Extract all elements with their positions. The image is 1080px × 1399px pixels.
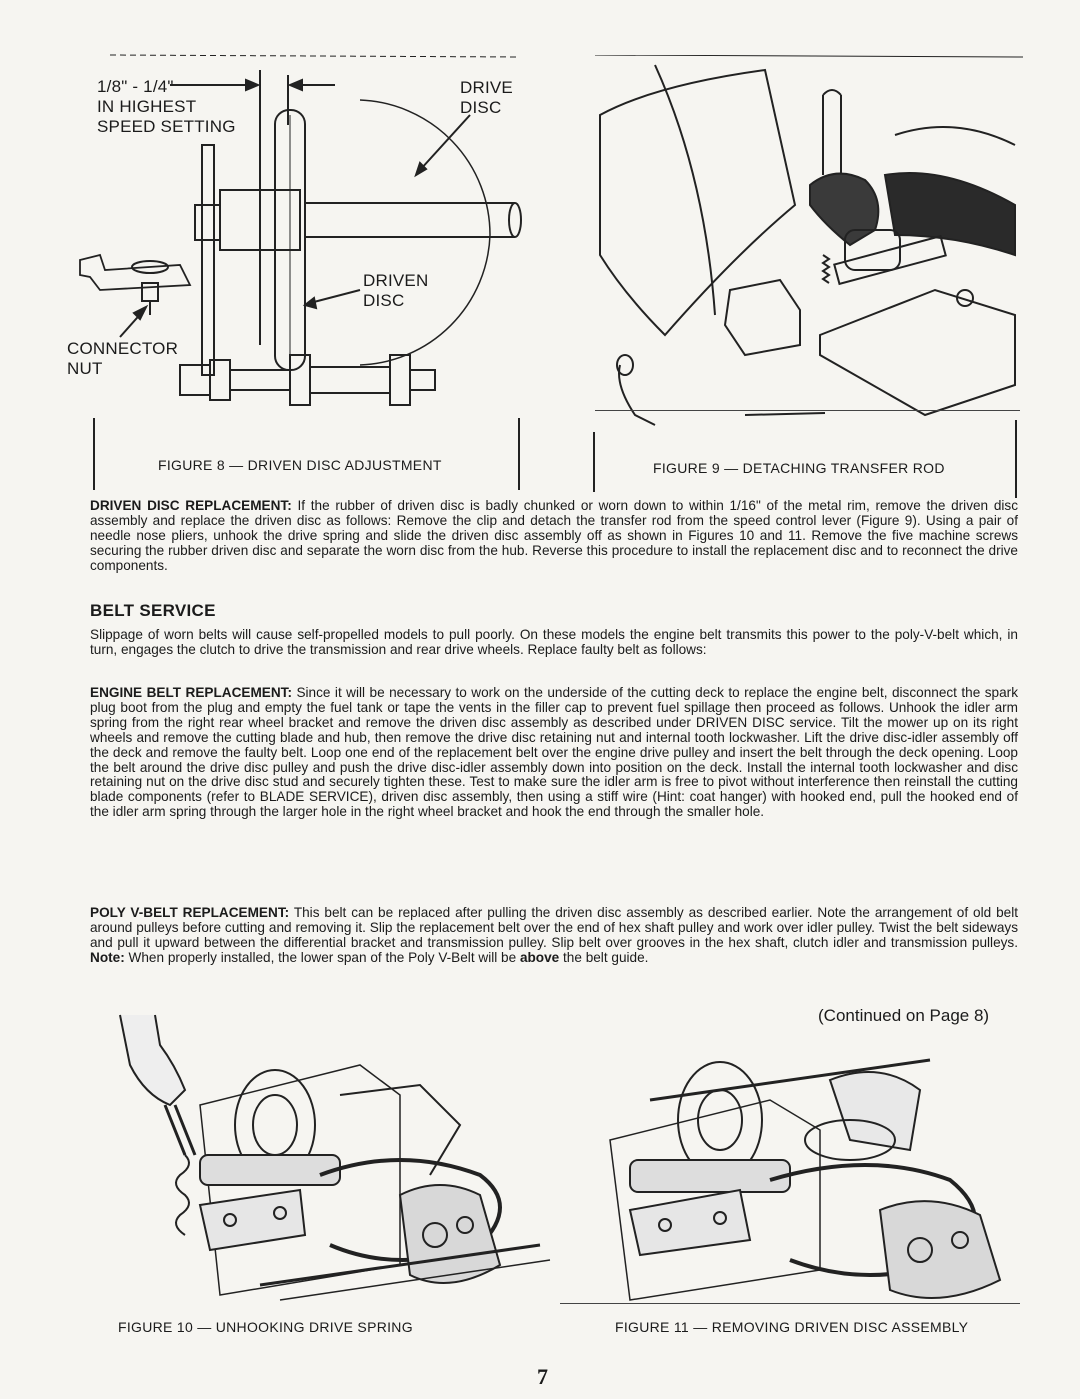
figure-8-illustration	[60, 45, 530, 430]
figure-8-right-rule	[518, 418, 520, 490]
drive-disc-label-2: DISC	[460, 98, 502, 117]
continued-on-page-note: (Continued on Page 8)	[818, 1006, 990, 1025]
figure-8-left-rule	[93, 418, 95, 490]
connector-nut-label-1: CONNECTOR	[67, 339, 179, 358]
belt-service-intro: Slippage of worn belts will cause self-propelled models to pull poorly. On these models the engine belt transmits this power to the poly-V-belt which, in turn, engages the clutch to drive the transmission and rear drive wheels. Replace faulty belt as follows:	[90, 627, 1018, 657]
poly-belt-note-emphasis: above	[519, 949, 560, 965]
gap-subtitle-line-1: IN HIGHEST	[97, 97, 197, 116]
poly-belt-replacement-heading: POLY V-BELT REPLACEMENT:	[90, 905, 290, 920]
figure-9-caption: FIGURE 9 — DETACHING TRANSFER ROD	[653, 460, 945, 476]
figure-11-top-rule	[560, 1303, 1020, 1304]
poly-belt-replacement-text: This belt can be replaced after pulling the driven disc assembly as described earlier. Note the arrangement of old belt around pulleys before cutting and removing it. Slip the replacement belt over the end of hex shaft pulley and work over idler pulley. Twist the belt sideways and pull it upward between the differential bracket and transmission pulley. Slip belt over grooves in the hex shaft, clutch idler and transmission pulleys.	[90, 905, 1019, 950]
gap-subtitle-line-2: SPEED SETTING	[97, 117, 236, 136]
poly-belt-replacement-paragraph	[90, 906, 1018, 966]
figure-9-right-rule	[1015, 420, 1017, 498]
gap-dimension-label: 1/8" - 1/4"	[97, 77, 174, 96]
engine-belt-replacement-paragraph	[90, 686, 1018, 820]
driven-disc-label-1: DRIVEN	[363, 271, 429, 290]
driven-disc-label-2: DISC	[363, 291, 405, 310]
poly-belt-note-text-1: When properly installed, the lower span of the Poly V-Belt will be	[128, 949, 517, 965]
driven-disc-replacement-heading: DRIVEN DISC REPLACEMENT:	[90, 498, 292, 513]
connector-nut-label-2: NUT	[67, 359, 103, 378]
engine-belt-replacement-heading: ENGINE BELT REPLACEMENT:	[90, 685, 292, 700]
figure-8-caption: FIGURE 8 — DRIVEN DISC ADJUSTMENT	[158, 457, 442, 473]
page-number: 7	[537, 1364, 548, 1389]
driven-disc-replacement-paragraph	[90, 499, 1018, 574]
belt-service-heading: BELT SERVICE	[90, 601, 216, 620]
driven-disc-replacement-text: If the rubber of driven disc is badly chunked or worn down to within 1/16" of the metal rim, remove the driven disc assembly and replace the driven disc as follows: Remove the clip and detach the transfer rod from the speed control lever (Figure 9). Using a pair of needle nose pliers, unhook the drive spring and slide the driven disc assembly off as shown in Figures 10 and 11. Remove the five machine screws securing the rubber driven disc and separate the worn disc from the hub. Reverse this procedure to install the replacement disc and to reconnect the drive components.	[90, 498, 1018, 573]
figure-11-caption: FIGURE 11 — REMOVING DRIVEN DISC ASSEMBLY	[615, 1319, 969, 1335]
poly-belt-note-label: Note:	[90, 949, 125, 965]
figure-9-bottom-rule	[595, 410, 1020, 411]
figure-10-illustration	[100, 1005, 560, 1305]
figure-9-left-rule	[593, 432, 595, 492]
figure-11-illustration	[590, 1040, 1020, 1310]
engine-belt-replacement-text: Since it will be necessary to work on the underside of the cutting deck to replace the engine belt, disconnect the spark plug boot from the plug and empty the fuel tank or tape the vents in the filler cap to prevent fuel spillage then proceed as follows. Unhook the idler arm spring from the right rear wheel bracket and remove the driven disc assembly as described under DRIVEN DISC service. Tilt the mower up on its right wheels and remove the cutting blade and hub, then remove the drive disc retaining nut and internal tooth lockwasher. Lift the drive disc-idler assembly off the deck and remove the faulty belt. Loop one end of the replacement belt over the engine drive pulley and insert the belt through the deck opening. Loop the belt around the drive disc pulley and push the drive disc-idler assembly down into position on the deck. Install the internal tooth lockwasher and disc retaining nut on the drive disc stud and securely tighten these. Test to make sure the idler arm is free to pivot without interference then reinstall the cutting blade components (refer to BLADE SERVICE), driven disc assembly, then using a stiff wire (Hint: coat hanger) with hooked end, pull the hooked end of the idler arm spring through the larger hole in the right wheel bracket and hook the end through the smaller hole.	[90, 685, 1019, 820]
figure-9-illustration	[595, 55, 1025, 435]
poly-belt-note-text-2: the belt guide.	[563, 949, 649, 965]
drive-disc-label-1: DRIVE	[460, 78, 513, 97]
figure-10-caption: FIGURE 10 — UNHOOKING DRIVE SPRING	[118, 1319, 413, 1335]
